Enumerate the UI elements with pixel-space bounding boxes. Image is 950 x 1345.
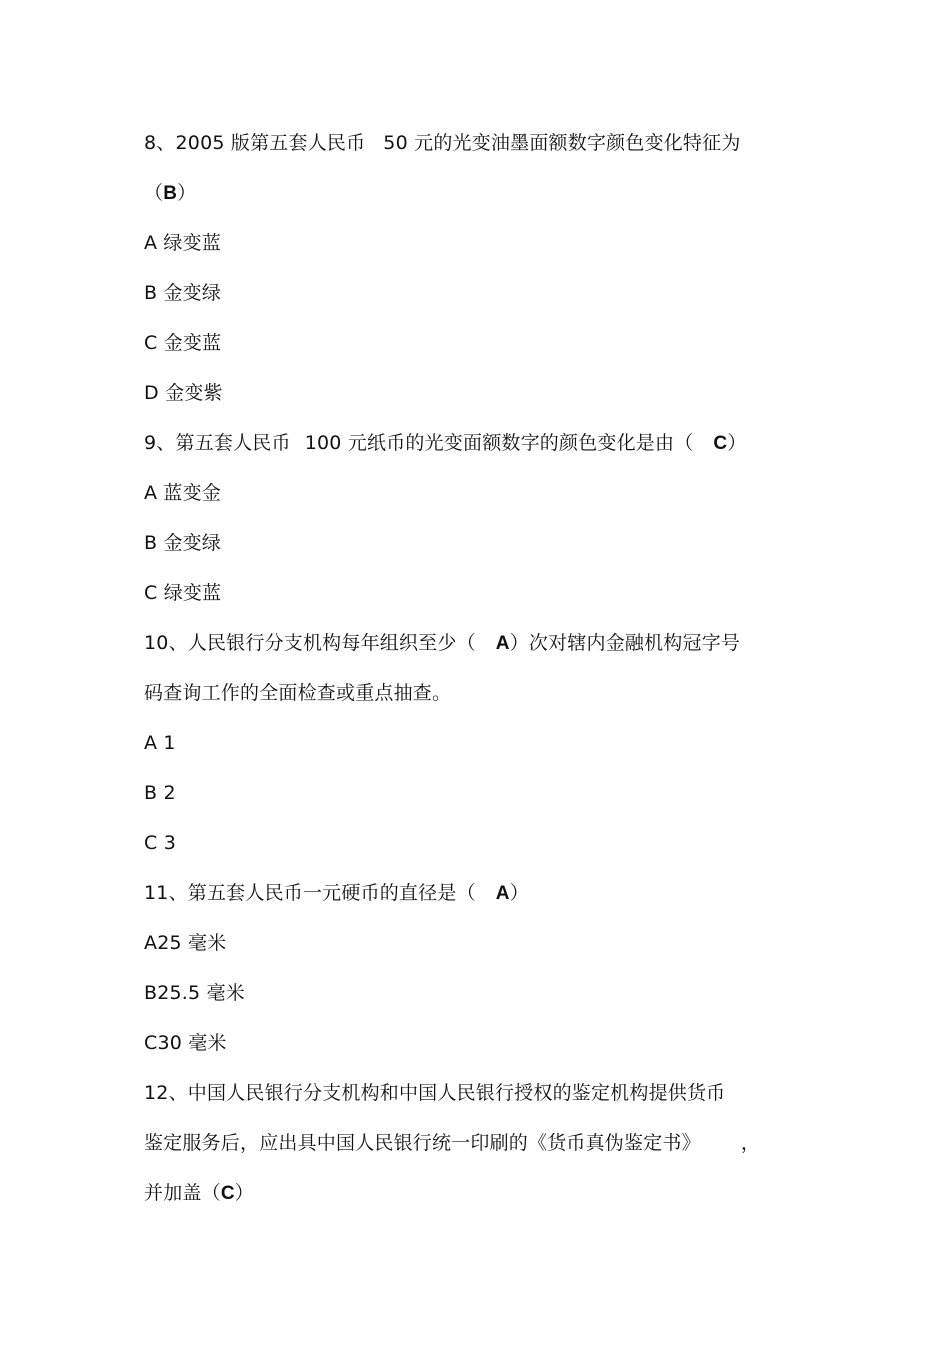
question-8-open-paren: （ [144,182,164,204]
question-10-text-part-1: 10、人民银行分支机构每年组织至少（ [144,632,476,654]
document-page [144,118,804,1218]
question-12-text-part-2: 鉴定服务后，应出具中国人民银行统一印刷的《货币真伪鉴定书》 [144,1132,701,1154]
question-8-option-a: A 绿变蓝 [144,232,222,254]
question-12-answer: C [220,1183,235,1204]
question-8-line-2 [144,168,804,218]
question-11-text-part-1: 11、第五套人民币一元硬币的直径是（ [144,882,476,904]
question-9-answer: C [713,433,728,454]
question-10-line-1 [144,618,804,668]
question-12-line-1: 12、中国人民银行分支机构和中国人民银行授权的鉴定机构提供货币 [144,1082,726,1104]
question-9-close-paren: ） [727,432,747,454]
question-10-text-part-2: ）次对辖内金融机构冠字号 [509,632,741,654]
question-12-close-paren: ） [234,1182,254,1204]
question-11-option-b: B25.5 毫米 [144,982,245,1004]
question-8-option-c: C 金变蓝 [144,332,222,354]
question-8-close-paren: ） [177,182,197,204]
question-10-option-b: B 2 [144,782,176,804]
question-9-text-part-2: 100 元纸币的光变面额数字的颜色变化是由（ [304,432,694,454]
question-9-option-b: B 金变绿 [144,532,222,554]
question-12-comma: ， [740,1132,761,1154]
question-12-line-3 [144,1168,804,1218]
question-11-close-paren: ） [509,882,529,904]
question-8-option-b: B 金变绿 [144,282,222,304]
question-9-option-c: C 绿变蓝 [144,582,222,604]
question-11-line-1 [144,868,804,918]
question-8-line-1 [144,118,804,168]
question-9-option-a: A 蓝变金 [144,482,222,504]
question-10-line-2: 码查询工作的全面检查或重点抽查。 [144,682,452,704]
question-10-answer: A [495,633,510,654]
question-10-option-c: C 3 [144,832,176,854]
question-10-option-a: A 1 [144,732,176,754]
question-8-answer: B [163,183,178,204]
question-11-option-a: A25 毫米 [144,932,227,954]
question-12-text-part-3: 并加盖（ [144,1182,221,1204]
question-12-line-2 [144,1118,804,1168]
question-8-option-d: D 金变紫 [144,382,223,404]
question-8-text-part-1: 8、2005 版第五套人民币 [144,132,366,154]
question-9-text-part-1: 9、第五套人民币 [144,432,291,454]
question-9-line-1 [144,418,804,468]
question-8-text-part-2: 50 元的光变油墨面额数字颜色变化特征为 [383,132,741,154]
question-11-answer: A [495,883,510,904]
question-11-option-c: C30 毫米 [144,1032,227,1054]
